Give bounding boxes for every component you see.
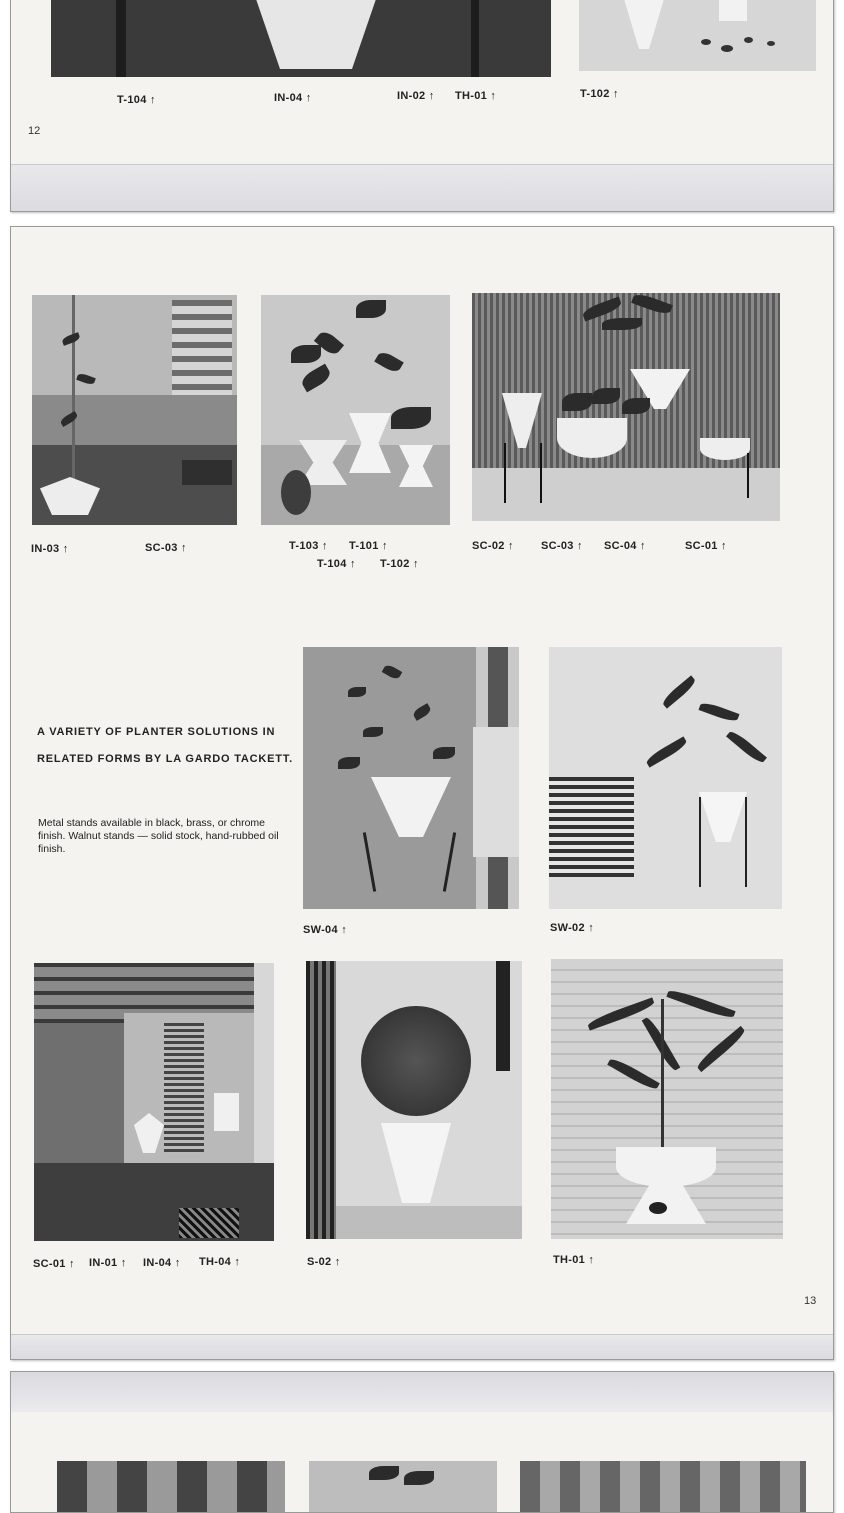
caption-sc03b: SC-03 ↑: [541, 540, 583, 552]
caption-in03: IN-03 ↑: [31, 543, 69, 555]
caption-in01: IN-01 ↑: [89, 1257, 127, 1269]
page-number-13: 13: [804, 1295, 817, 1307]
blurb-heading-line1: A VARIETY OF PLANTER SOLUTIONS IN: [37, 726, 276, 738]
photo-sw04: [303, 647, 519, 909]
page-fold: [11, 164, 833, 211]
page-number-12: 12: [28, 125, 41, 137]
catalog-page-14: [10, 1371, 834, 1513]
blurb-body: Metal stands available in black, brass, or chrome finish. Walnut stands — solid stock, hand-rubbed oil finish.: [38, 817, 279, 855]
photo-t103-t101-t104-t102: [261, 295, 450, 525]
caption-t102: T-102 ↑: [580, 88, 619, 100]
catalog-page-13: [10, 226, 834, 1360]
photo-bottom-right: [520, 1461, 806, 1513]
caption-sc01: SC-01 ↑: [685, 540, 727, 552]
blurb-heading-line2: RELATED FORMS BY LA GARDO TACKETT.: [37, 753, 293, 765]
photo-th01: [551, 959, 783, 1239]
caption-in04: IN-04 ↑: [143, 1257, 181, 1269]
photo-in03-sc03: [32, 295, 237, 525]
catalog-page-12: [10, 0, 834, 212]
page-fold: [11, 1334, 833, 1359]
caption-sc04: SC-04 ↑: [604, 540, 646, 552]
caption-sc02: SC-02 ↑: [472, 540, 514, 552]
photo-bottom-left: [57, 1461, 285, 1513]
caption-th01: TH-01 ↑: [455, 90, 497, 102]
photo-top-left: [51, 0, 551, 77]
caption-t104: T-104 ↑: [317, 558, 356, 570]
caption-th04: TH-04 ↑: [199, 1256, 241, 1268]
photo-sc01-in01-in04-th04: [34, 963, 274, 1241]
caption-sc01b: SC-01 ↑: [33, 1258, 75, 1270]
caption-in02: IN-02 ↑: [397, 90, 435, 102]
caption-th01: TH-01 ↑: [553, 1254, 595, 1266]
photo-s02: [306, 961, 522, 1239]
caption-t104: T-104 ↑: [117, 94, 156, 106]
photo-top-right: [579, 0, 816, 71]
caption-in04: IN-04 ↑: [274, 92, 312, 104]
caption-sw04: SW-04 ↑: [303, 924, 348, 936]
caption-s02: S-02 ↑: [307, 1256, 341, 1268]
caption-t102: T-102 ↑: [380, 558, 419, 570]
caption-t101: T-101 ↑: [349, 540, 388, 552]
photo-sc02-sc03-sc04-sc01: [472, 293, 780, 521]
caption-sw02: SW-02 ↑: [550, 922, 595, 934]
photo-sw02: [549, 647, 782, 909]
caption-sc03: SC-03 ↑: [145, 542, 187, 554]
caption-t103: T-103 ↑: [289, 540, 328, 552]
photo-bottom-middle: [309, 1461, 497, 1513]
